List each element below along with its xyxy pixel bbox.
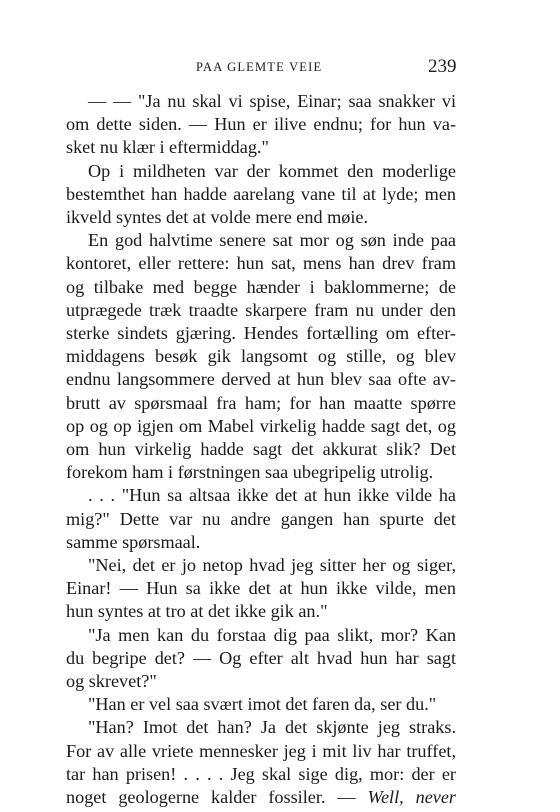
text-line: ikveld syntes det at volde mere end møie. [66, 207, 369, 228]
text-line-final [66, 786, 456, 809]
text-line: endnu langsommere derved at hun blev saa ofte av- [66, 369, 456, 390]
text-line: hun syntes at tro at det ikke gik an." [66, 601, 328, 622]
text-line: . . . "Hun sa altsaa ikke det at hun ikke vilde ha [88, 485, 456, 506]
text-line: om dette siden. — Hun er ilive endnu; for hun va- [66, 114, 456, 135]
text-line: tar han prisen! . . . . Jeg skal sige dig, mor: der er [66, 763, 456, 784]
text-line: — — "Ja nu skal vi spise, Einar; saa snakker vi [88, 91, 456, 111]
text-line: Op i mildheten var der kommet den moderlige [88, 160, 456, 181]
page-number: 239 [428, 56, 457, 77]
body-text [66, 90, 456, 809]
text-line: "Han? Imot det han? Ja det skjønte jeg straks. [88, 717, 456, 738]
text-line: bestemthet han hadde aarelang vane til at lyde; men [66, 183, 456, 204]
text-line: Einar! — Hun sa ikke det at hun ikke vilde, men [66, 578, 456, 599]
running-title: PAA GLEMTE VEIE [196, 60, 323, 74]
text-line: kontoret, eller rettere: hun sat, mens han drev fram [66, 253, 456, 274]
text-line: sket nu klær i eftermiddag." [66, 137, 269, 158]
text-line: samme spørsmaal. [66, 531, 201, 552]
text-line: du begripe det? — Og efter alt hvad hun har sagt [66, 647, 456, 668]
text-line: "Han er vel saa svært imot det faren da, ser du." [88, 694, 437, 715]
text-line: For av alle vriete mennesker jeg i mit liv har truffet, [66, 740, 456, 761]
text-line: og tilbake med begge hænder i baklommerne; de [66, 276, 456, 297]
text-line: mig?" Dette var nu andre gangen han spurte det [66, 508, 456, 529]
text-line: forekom ham i førstningen saa ubegripelig utrolig. [66, 462, 434, 483]
text-line: om hun virkelig hadde sagt det akkurat slik? Det [66, 439, 456, 460]
text-line: op og op igjen om Mabel virkelig hadde sagt det, og [66, 415, 456, 436]
text-line: "Ja men kan du forstaa dig paa slikt, mor? Kan [88, 624, 456, 645]
final-line-roman: noget geologerne kalder fossiler. — [66, 787, 356, 808]
final-line-italic: Well, never [367, 787, 456, 808]
text-line: middagens besøk gik langsomt og stille, og blev [66, 346, 456, 367]
text-line: "Nei, det er jo netop hvad jeg sitter her og siger, [88, 555, 456, 576]
text-line: En god halvtime senere sat mor og søn inde paa [88, 230, 456, 251]
text-line: brutt av spørsmaal fra ham; for han maatte spørre [66, 392, 456, 413]
text-line: utprægede træk traadte skarpere fram nu under den [66, 299, 456, 320]
text-line: sterke sindets gjæring. Hendes fortælling om efter- [66, 323, 456, 344]
text-line: og skrevet?" [66, 671, 157, 692]
